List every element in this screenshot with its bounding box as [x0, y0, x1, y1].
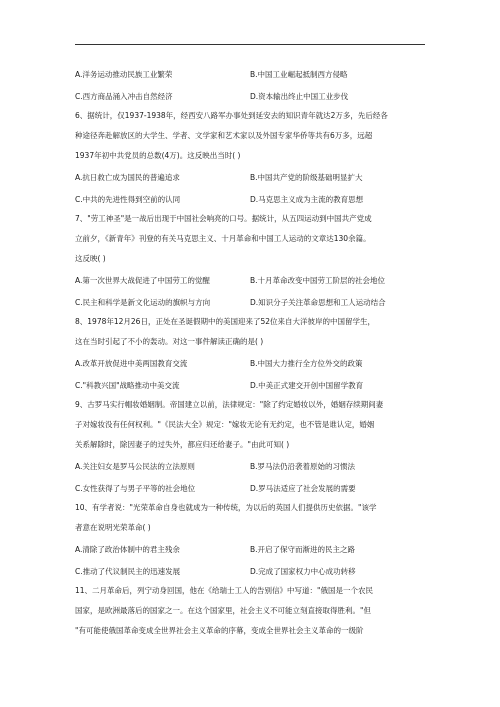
q9-options-row-2	[75, 484, 425, 494]
q8-options-row-2	[75, 381, 425, 391]
q10-option-b[interactable]: B.开启了保守而渐进的民主之路	[250, 545, 356, 554]
q5-option-d[interactable]: D.资本输出终止中国工业步伐	[250, 92, 349, 101]
q9-option-b[interactable]: B.罗马法仍沿袭着原始的习惯法	[250, 462, 356, 471]
q7-option-d[interactable]: D.知识分子关注革命思想和工人运动结合	[250, 298, 386, 307]
q8-options-row-1	[75, 359, 425, 369]
q11-text-line-3: "有可能使俄国革命变成全世界社会主义革命的序幕，变成全世界社会主义革命的一级阶	[75, 626, 364, 635]
q7-options-row-2	[75, 298, 425, 308]
q10-option-c[interactable]: C.推动了代议制民主的迅速发展	[75, 567, 181, 576]
document-page	[75, 70, 425, 636]
q5-option-c[interactable]: C.西方商品涌入冲击自然经济	[75, 92, 173, 101]
q6-options-row-2	[75, 195, 425, 205]
q9-text-line-2: 子对嫁妆没有任何权利。"《民法大全》规定："嫁妆无论有无约定，也不管是谁认定，婚姻	[75, 420, 375, 429]
q8-option-a[interactable]: A.改革开放促进中美两国教育交流	[75, 359, 188, 368]
q9-option-c[interactable]: C.女性获得了与男子平等的社会地位	[75, 484, 196, 493]
q6-option-b[interactable]: B.中国共产党的阶级基础明显扩大	[250, 173, 363, 182]
q7-text-line-3: 这反映( )	[75, 254, 106, 263]
q9-option-a[interactable]: A.关注妇女是罗马公民法的立法原则	[75, 462, 195, 471]
q5-options-row-1	[75, 70, 425, 80]
q6-text-line-1: 6、据统计，仅1937-1938年，经西安八路军办事处到延安去的知识青年就达2万多，先后经各	[75, 111, 388, 120]
q10-options-row-2	[75, 567, 425, 577]
q10-option-a[interactable]: A.清除了政治体制中的君主残余	[75, 545, 180, 554]
q9-options-row-1	[75, 462, 425, 472]
q9-text-line-1: 9、古罗马实行帽妆婚姻制。帝国建立以前，法律规定："除了约定婚妆以外，婚姻存续期间妻	[75, 400, 384, 409]
q6-text-line-3: 1937年初中共党员的总数(4万)。这反映出当时( )	[75, 151, 241, 160]
q7-options-row-1	[75, 276, 425, 286]
q6-option-c[interactable]: C.中共的先进性得到空前的认同	[75, 195, 181, 204]
q7-text-line-2: 立前夕，《新青年》刊登的有关马克思主义、十月革命和中国工人运动的文章达130余篇。	[75, 234, 371, 243]
q10-text-line-1: 10、有学者说："光荣革命自身也就成为一种传统，为以后的英国人们提供历史依据。"该学	[75, 503, 377, 512]
q10-text-line-2: 者意在说明光荣革命( )	[75, 523, 151, 532]
q7-option-a[interactable]: A.第一次世界大战促进了中国劳工的觉醒	[75, 276, 210, 285]
q6-text-line-2: 种途径奔赴解放区的大学生、学者、文学家和艺术家以及外国专家华侨等共有6万多，远超	[75, 131, 373, 140]
q8-text-line-2: 这在当时引起了不小的轰动。对这一事件解读正确的是( )	[75, 337, 264, 346]
q8-text-line-1: 8、1978年12月26日，正处在圣诞假期中的美国迎来了52位来自大洋彼岸的中国留学生，	[75, 317, 375, 326]
q6-option-d[interactable]: D.马克思主义成为主流的教育思想	[250, 195, 364, 204]
q10-option-d[interactable]: D.完成了国家权力中心成功转移	[250, 567, 356, 576]
q9-option-d[interactable]: D.罗马法适应了社会发展的需要	[250, 484, 356, 493]
q7-option-c[interactable]: C.民主和科学是新文化运动的旗帜与方向	[75, 298, 211, 307]
q6-option-a[interactable]: A.抗日救亡成为国民的普遍追求	[75, 173, 180, 182]
q5-option-a[interactable]: A.洋务运动推动民族工业繁荣	[75, 70, 173, 79]
q5-options-row-2	[75, 92, 425, 102]
q11-text-line-1: 11、二月革命后，列宁动身回国，他在《给瑞士工人的告别信》中写道："俄国是一个农民	[75, 586, 373, 595]
q11-text-line-2: 国家，是欧洲最落后的国家之一。在这个国家里，社会主义不可能立刻直接取得胜利。"但	[75, 606, 371, 615]
q7-option-b[interactable]: B.十月革命改变中国劳工阶层的社会地位	[250, 276, 386, 285]
q7-text-line-1: 7、"劳工神圣"是一战后出现于中国社会响亮的口号。据统计，从五四运动到中国共产党成	[75, 214, 372, 223]
q8-option-b[interactable]: B.中国大力推行全方位外交的政策	[250, 359, 363, 368]
header-rule	[75, 44, 425, 45]
q5-option-b[interactable]: B.中国工业崛起抵制西方侵略	[250, 70, 348, 79]
q9-text-line-3: 关系解除时，除因妻子的过失外，都应归还给妻子。"由此可知( )	[75, 440, 290, 449]
q10-options-row-1	[75, 545, 425, 555]
q8-option-c[interactable]: C."科教兴国"战略推动中美交流	[75, 381, 180, 390]
q8-option-d[interactable]: D.中美正式建交开创中国留学教育	[250, 381, 364, 390]
q6-options-row-1	[75, 173, 425, 183]
